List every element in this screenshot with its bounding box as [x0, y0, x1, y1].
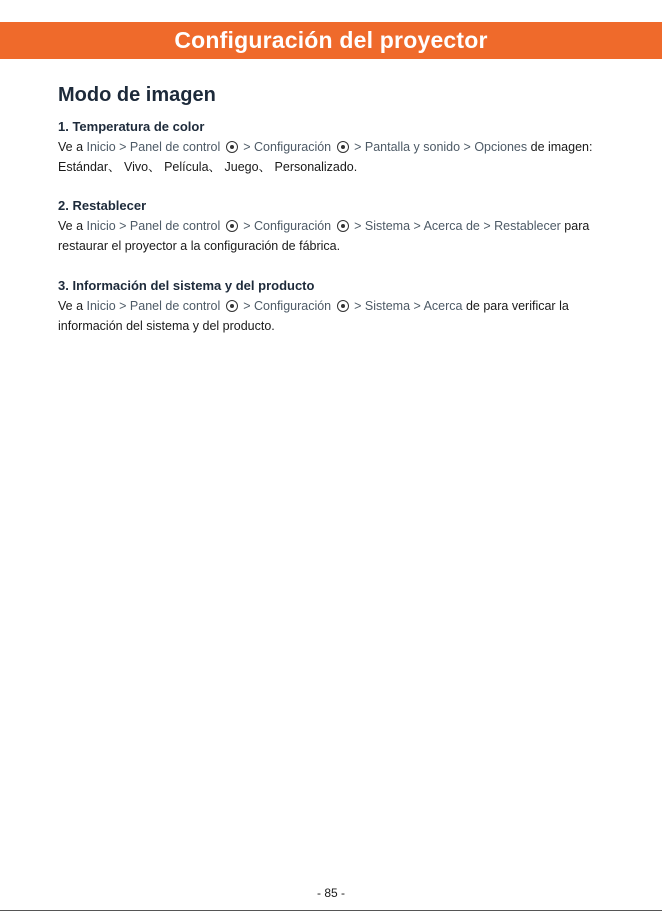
header-bar [0, 22, 662, 59]
section-color-temperature [58, 117, 618, 177]
settings-circle-icon [226, 300, 238, 312]
footer-divider [0, 910, 662, 911]
page-number: - 85 - [316, 886, 345, 900]
section-body [58, 296, 618, 336]
instruction-prefix: Ve a [58, 299, 87, 313]
menu-path: > Configuración [243, 140, 332, 154]
instruction-prefix: Ve a [58, 140, 87, 154]
menu-path: > Configuración [243, 299, 332, 313]
instruction-prefix: Ve a [58, 219, 87, 233]
menu-path: Inicio > Panel de control [86, 219, 221, 233]
section-body [58, 137, 618, 177]
settings-circle-icon [226, 220, 238, 232]
section-system-info [58, 276, 618, 336]
menu-path: Inicio > Panel de control [86, 140, 221, 154]
menu-path: Inicio > Panel de control [86, 299, 221, 313]
settings-circle-icon [226, 141, 238, 153]
section-body [58, 216, 618, 256]
instruction-suffix: de imagen: Estándar、 Vivo、 Película、 Juego、 Personalizado. [58, 140, 593, 174]
menu-path: > Sistema > Acerca de > Restablecer [354, 219, 561, 233]
section-title: 2. Restablecer [58, 198, 147, 213]
menu-path: > Sistema > Acerca [354, 299, 463, 313]
section-reset [58, 196, 618, 256]
settings-circle-icon [337, 141, 349, 153]
menu-path: > Pantalla y sonido > Opciones [354, 140, 528, 154]
instruction-suffix: para restaurar el proyector a la configuración de fábrica. [58, 219, 590, 253]
menu-path: > Configuración [243, 219, 332, 233]
settings-circle-icon [337, 300, 349, 312]
header-title: Configuración del proyector [174, 27, 488, 53]
page-title: Modo de imagen [58, 84, 216, 106]
section-title: 1. Temperatura de color [58, 119, 205, 134]
settings-circle-icon [337, 220, 349, 232]
instruction-suffix: de para verificar la información del sistema y del producto. [58, 299, 569, 333]
section-title: 3. Información del sistema y del producto [58, 278, 315, 293]
